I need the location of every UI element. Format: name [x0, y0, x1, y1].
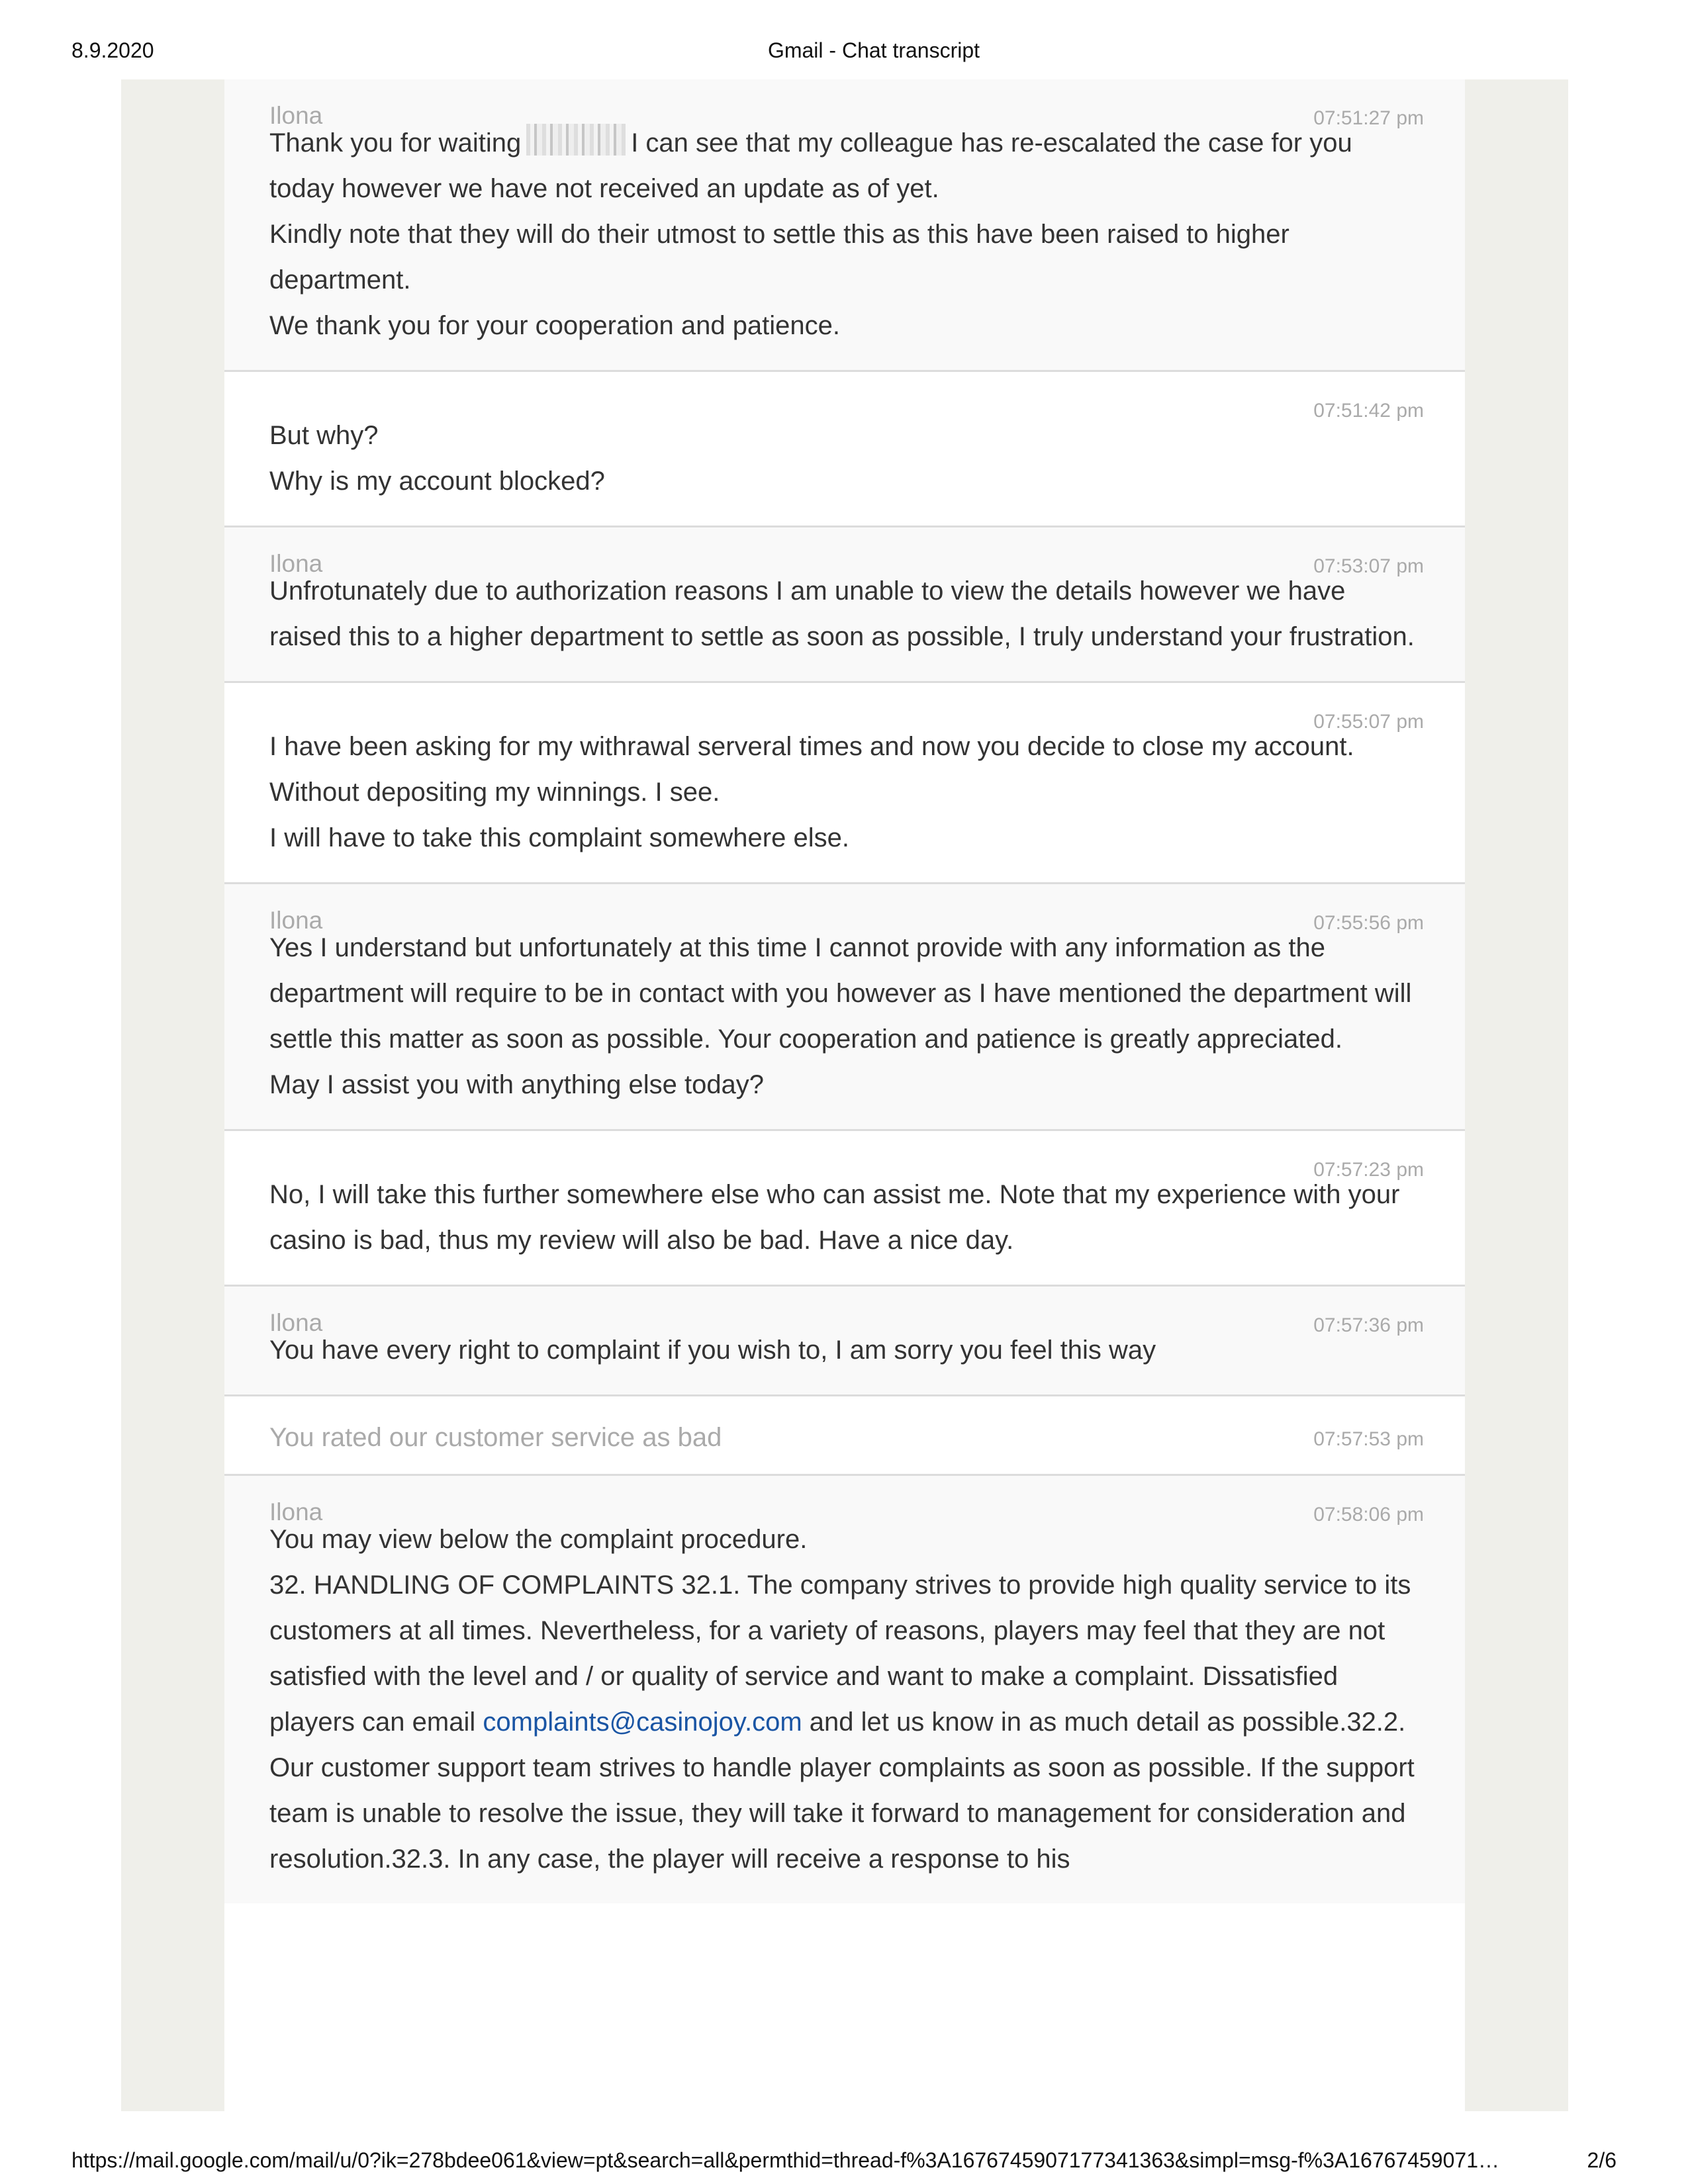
print-header [0, 38, 1688, 71]
message-body [269, 1517, 1424, 1903]
sender-name: Ilona [269, 1309, 323, 1336]
message-line: We thank you for your cooperation and patience. [269, 311, 841, 340]
message-time: 07:53:07 pm [1313, 555, 1424, 577]
message-line: Yes I understand but unfortunately at this time I cannot provide with any information as the department will require to be in contact with you however as I have mentioned the department will settle this matter as soon as possible. Your cooperation and patience is greatly appreciated. [269, 933, 1412, 1054]
chat-message-user [224, 372, 1465, 527]
message-body [269, 413, 1424, 525]
message-line: But why? [269, 421, 379, 450]
message-line: You have every right to complaint if you wish to, I am sorry you feel this way [269, 1336, 1156, 1365]
message-line: Why is my account blocked? [269, 467, 605, 496]
message-text: and let us know in as much detail as possible.32.2. Our customer support team strives to handle player complaints as soon as possible. If the support team is unable to resolve the issue, they will take it forward to management for consideration and resolution.32.3. In any case, the player will receive a response to his [269, 1707, 1415, 1874]
message-body [269, 724, 1424, 882]
message-time: 07:55:07 pm [1313, 711, 1424, 733]
message-body [269, 1328, 1424, 1394]
message-line: Thank you for waiting [269, 128, 522, 158]
transcript-frame [121, 79, 1568, 2111]
message-line: No, I will take this further somewhere else who can assist me. Note that my experience with your casino is bad, thus my review will also be bad. Have a nice day. [269, 1180, 1400, 1255]
message-time: 07:51:27 pm [1313, 107, 1424, 129]
message-time: 07:57:23 pm [1313, 1159, 1424, 1181]
message-body [269, 120, 1424, 370]
message-line: I can see that my colleague has re-escalated the case for you today however we have not received an update as of yet. [269, 128, 1352, 203]
message-time: 07:57:53 pm [1313, 1428, 1424, 1450]
message-line: May I assist you with anything else today? [269, 1070, 765, 1099]
message-time: 07:51:42 pm [1313, 400, 1424, 422]
message-line: You may view below the complaint procedure. [269, 1525, 808, 1554]
message-time: 07:58:06 pm [1313, 1504, 1424, 1525]
page-url: https://mail.google.com/mail/u/0?ik=278bdee061&view=pt&search=all&permthid=thread-f%3A1676745907177341363&simpl=msg-f%3A16767459071… [71, 2148, 1499, 2172]
chat-message-agent [224, 1476, 1465, 1903]
chat-transcript [224, 79, 1465, 2111]
chat-message-user [224, 683, 1465, 884]
chat-message-user [224, 1131, 1465, 1287]
rating-text: You rated our customer service as bad [269, 1423, 722, 1452]
message-time: 07:55:56 pm [1313, 912, 1424, 934]
message-text: 32. HANDLING OF COMPLAINTS 32.1. The company strives to provide high quality service to its customers at all times. Nevertheless, for a variety of reasons, players may feel that they are not satisfied with the level and / or quality of service and want to make a complaint. Dissatisfied players can email [269, 1570, 1411, 1737]
service-rating-notice [224, 1396, 1465, 1476]
sender-name: Ilona [269, 102, 323, 129]
complaint-procedure-text [269, 1563, 1424, 1882]
message-body [269, 1172, 1424, 1285]
print-date: 8.9.2020 [71, 38, 154, 62]
page-number: 2/6 [1587, 2148, 1617, 2172]
chat-message-agent [224, 1287, 1465, 1396]
message-line: Unfrotunately due to authorization reasons I am unable to view the details however we have raised this to a higher department to settle as soon as possible, I truly understand your frustration. [269, 576, 1415, 651]
complaints-email-link[interactable]: complaints@casinojoy.com [483, 1707, 802, 1737]
message-line: Kindly note that they will do their utmost to settle this as this have been raised to higher department. [269, 220, 1289, 295]
chat-message-agent [224, 884, 1465, 1131]
message-body [269, 925, 1424, 1129]
sender-name: Ilona [269, 907, 323, 934]
message-line: I have been asking for my withrawal serveral times and now you decide to close my account. [269, 732, 1354, 761]
sender-name: Ilona [269, 1498, 323, 1525]
redacted-name-image [526, 124, 626, 156]
message-body [269, 569, 1424, 681]
message-line: I will have to take this complaint somewhere else. [269, 823, 849, 852]
chat-message-agent [224, 527, 1465, 683]
message-line: Without depositing my winnings. I see. [269, 778, 720, 807]
chat-message-agent [224, 79, 1465, 372]
page-title: Gmail - Chat transcript [767, 38, 980, 62]
message-time: 07:57:36 pm [1313, 1314, 1424, 1336]
sender-name: Ilona [269, 550, 323, 577]
